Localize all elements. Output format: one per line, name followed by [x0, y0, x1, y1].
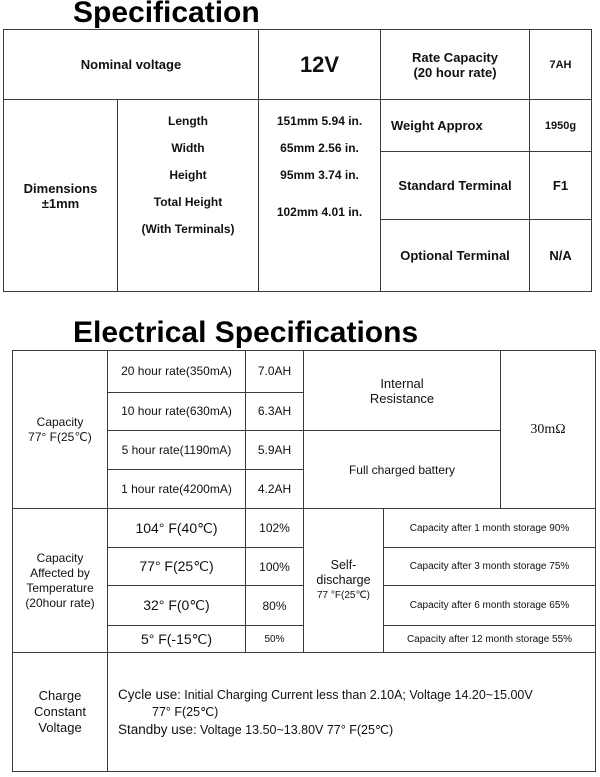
rate-capacity-label-line2: (20 hour rate) [413, 64, 497, 80]
cycle-use-line [118, 686, 595, 704]
storage-capacity: Capacity after 12 month storage 55% [384, 625, 596, 652]
rate-capacity-label-line1: Rate Capacity [412, 49, 498, 65]
capacity-rate: 5 hour rate(1190mA) [108, 431, 246, 470]
temperature-label-line: Affected by [30, 565, 90, 580]
capacity-label-line1: Capacity [36, 414, 84, 429]
standby-use-text: : Voltage 13.50~13.80V 77° F(25℃) [193, 722, 394, 737]
charge-constant-voltage-label [13, 653, 108, 772]
internal-resistance-line2: Resistance [369, 390, 435, 406]
temperature-capacity-value: 100% [246, 547, 304, 586]
dimension-value: 95mm 3.74 in. [280, 168, 359, 182]
temperature-capacity-label [13, 509, 108, 653]
dimension-value: 65mm 2.56 in. [280, 141, 359, 155]
charge-label-line: Constant [33, 704, 87, 720]
weight-label: Weight Approx [381, 100, 530, 152]
weight-value: 1950g [530, 100, 592, 152]
capacity-rate: 20 hour rate(350mA) [108, 351, 246, 393]
temperature: 32° F(0℃) [108, 586, 246, 626]
optional-terminal-value: N/A [530, 220, 592, 292]
dimension-names [118, 100, 259, 292]
nominal-voltage-value: 12V [259, 30, 381, 100]
charge-details [108, 653, 596, 772]
capacity-rate: 10 hour rate(630mA) [108, 392, 246, 431]
electrical-title: Electrical Specifications [73, 316, 419, 349]
self-discharge-label [304, 509, 384, 653]
self-discharge-line: 77 °F(25℃) [316, 590, 371, 602]
capacity-value: 5.9AH [246, 431, 304, 470]
standby-use-line [118, 721, 595, 739]
standard-terminal-value: F1 [530, 152, 592, 220]
temperature-capacity-value: 102% [246, 509, 304, 548]
temperature-label-line: Temperature [26, 580, 94, 595]
dimension-name: (With Terminals) [141, 222, 235, 236]
internal-resistance-label [304, 351, 501, 431]
internal-resistance-value: 30mΩ [501, 351, 596, 509]
spec-title: Specification [73, 0, 260, 29]
temperature-capacity-value: 80% [246, 586, 304, 626]
dimension-name: Length [168, 114, 208, 128]
specification-table [3, 29, 592, 292]
dimension-name: Width [171, 141, 205, 155]
temperature: 5° F(-15℃) [108, 625, 246, 652]
capacity-value: 6.3AH [246, 392, 304, 431]
charge-label-line: Charge [38, 688, 82, 704]
capacity-rate: 1 hour rate(4200mA) [108, 469, 246, 509]
dimensions-label-line1: Dimensions [23, 180, 98, 196]
cycle-use-text: : Initial Charging Current less than 2.10A; Voltage 14.20~15.00V [177, 687, 533, 702]
capacity-value: 7.0AH [246, 351, 304, 393]
standard-terminal-label: Standard Terminal [381, 152, 530, 220]
capacity-label-line2: 77° F(25℃) [28, 429, 92, 444]
internal-resistance-line1: Internal [380, 375, 424, 391]
dimension-value: 102mm 4.01 in. [276, 205, 363, 219]
capacity-value: 4.2AH [246, 469, 304, 509]
dimensions-label [4, 100, 118, 292]
storage-capacity: Capacity after 1 month storage 90% [384, 509, 596, 548]
dimension-name: Height [169, 168, 207, 182]
storage-capacity: Capacity after 3 month storage 75% [384, 547, 596, 586]
storage-capacity: Capacity after 6 month storage 65% [384, 586, 596, 626]
dimension-value: 151mm 5.94 in. [276, 114, 363, 128]
cycle-use-label: Cycle use [118, 686, 178, 702]
temperature-capacity-value: 50% [246, 625, 304, 652]
temperature-label-line: Capacity [36, 550, 84, 565]
temperature-label-line: (20hour rate) [25, 595, 95, 610]
cycle-use-line2: 77° F(25℃) [152, 704, 219, 719]
temperature: 104° F(40℃) [108, 509, 246, 548]
electrical-specifications-table [12, 350, 596, 772]
dimension-values [259, 100, 381, 292]
rate-capacity-value: 7AH [530, 30, 592, 100]
capacity-label [13, 351, 108, 509]
dimension-name: Total Height [153, 195, 223, 209]
temperature: 77° F(25℃) [108, 547, 246, 586]
optional-terminal-label: Optional Terminal [381, 220, 530, 292]
self-discharge-line: Self- [330, 558, 357, 573]
self-discharge-line: discharge [316, 573, 371, 588]
nominal-voltage-label: Nominal voltage [4, 30, 259, 100]
rate-capacity-label [381, 30, 530, 100]
dimensions-label-line2: ±1mm [41, 195, 80, 211]
full-charged-battery-label: Full charged battery [304, 431, 501, 509]
charge-label-line: Voltage [38, 720, 82, 736]
standby-use-label: Standby use [118, 721, 194, 737]
